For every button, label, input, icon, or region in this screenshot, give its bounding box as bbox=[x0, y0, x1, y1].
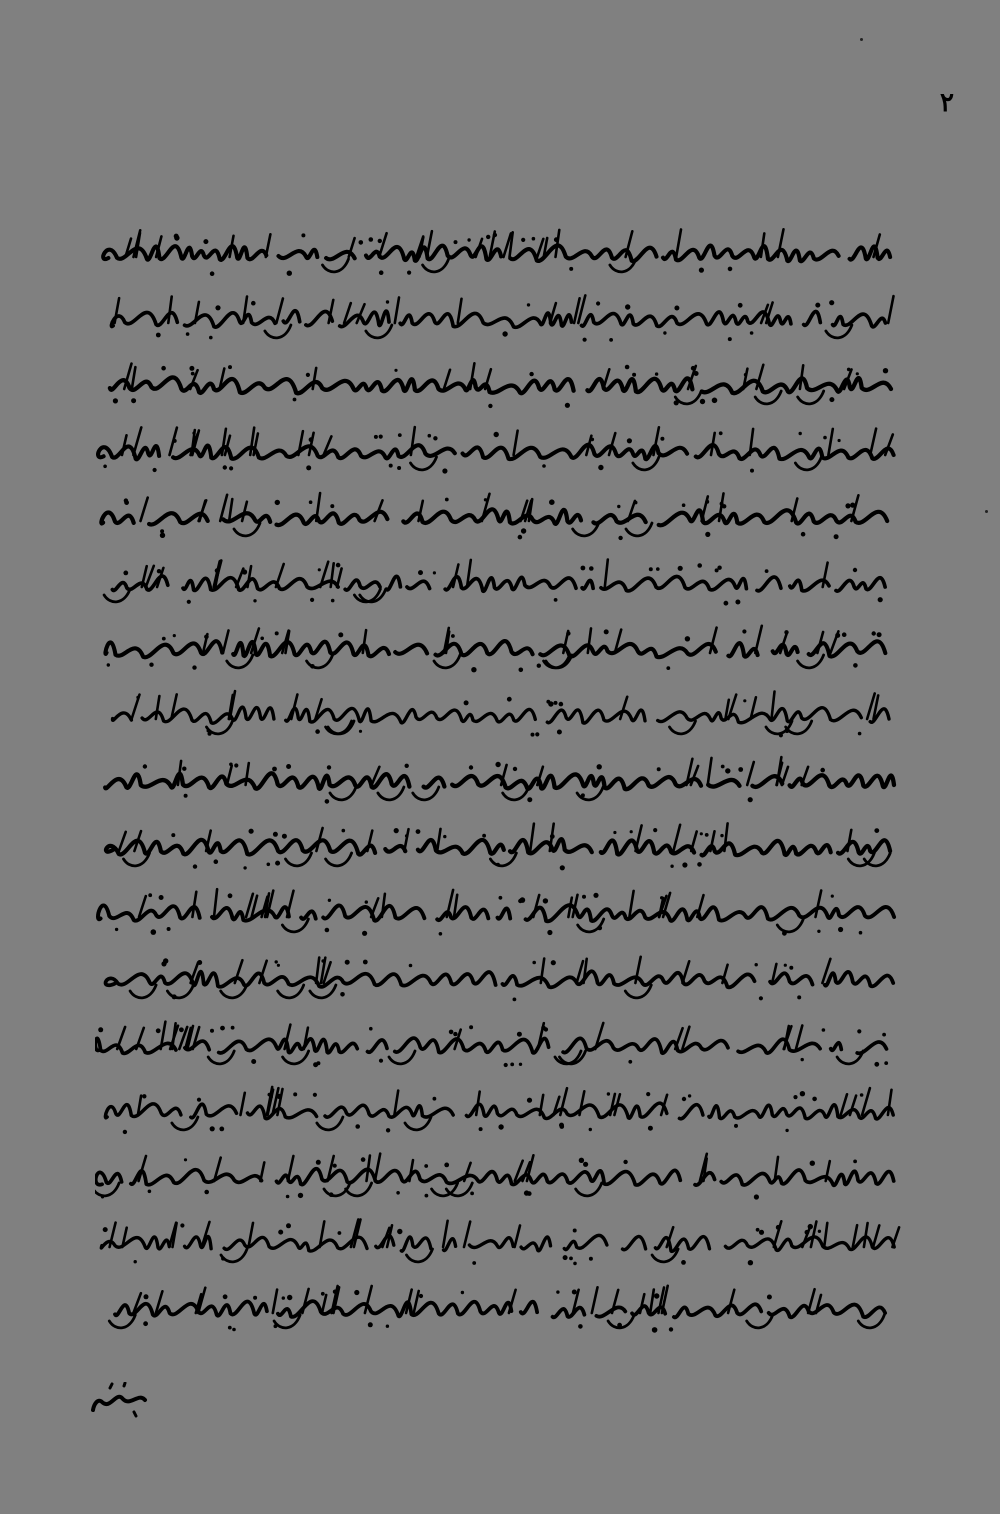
speck-mark bbox=[860, 38, 863, 41]
manuscript-line bbox=[95, 357, 905, 409]
manuscript-line bbox=[95, 951, 905, 1003]
manuscript-line bbox=[95, 687, 905, 739]
manuscript-line bbox=[95, 819, 905, 871]
manuscript-line bbox=[95, 555, 905, 607]
manuscript-line bbox=[95, 225, 905, 277]
manuscript-line bbox=[95, 1215, 905, 1267]
manuscript-line bbox=[95, 1017, 905, 1069]
manuscript-line bbox=[95, 621, 905, 673]
manuscript-line bbox=[95, 1149, 905, 1201]
manuscript-line bbox=[95, 1083, 905, 1135]
handwritten-text-block bbox=[95, 225, 905, 1375]
manuscript-line bbox=[95, 291, 905, 343]
page-number: ۲ bbox=[940, 88, 954, 118]
catchword bbox=[90, 1382, 150, 1422]
manuscript-line bbox=[95, 885, 905, 937]
manuscript-line bbox=[95, 753, 905, 805]
speck-mark bbox=[985, 510, 988, 513]
manuscript-line bbox=[95, 489, 905, 541]
manuscript-line bbox=[95, 423, 905, 475]
manuscript-line bbox=[95, 1281, 905, 1333]
